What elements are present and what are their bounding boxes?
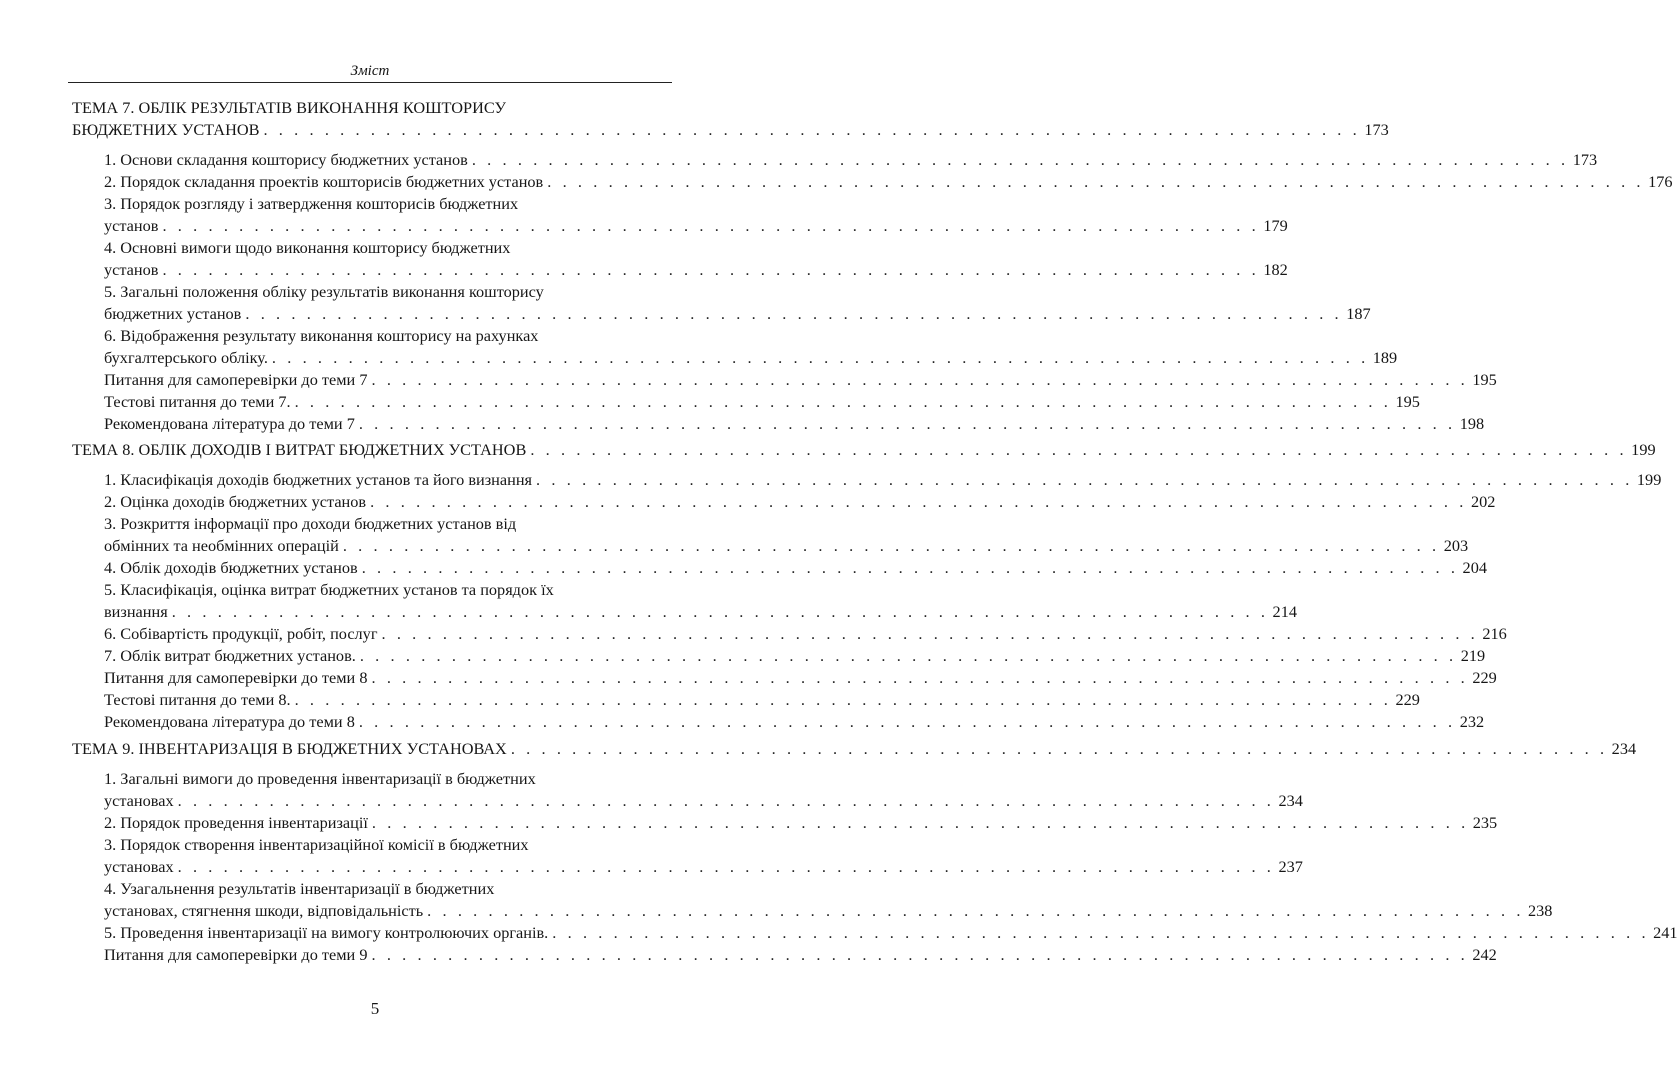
dot-leader: . . . . . . . . . . . . . . . . . . . . . . . . . . . . . . . . . . . . . . . . . . . . . . . . . . . . . . . . . . . . . . . . . . . . . . . . (371, 370, 1469, 389)
toc-entry (104, 325, 672, 347)
toc-entry (104, 922, 1678, 944)
dot-leader: . . . . . . . . . . . . . . . . . . . . . . . . . . . . . . . . . . . . . . . . . . . . . . . . . . . . . . . . . . . . . . . . . . . . . . . . (552, 923, 1650, 942)
toc-entry-page: 173 (1572, 150, 1598, 169)
toc-entry (104, 812, 1498, 834)
toc-entry-text: 1. Загальні вимоги до проведення інвентаризації в бюджетних (104, 769, 536, 788)
dot-leader: . . . . . . . . . . . . . . . . . . . . . . . . . . . . . . . . . . . . . . . . . . . . . . . . . . . . . . . . . . . . . . . . . . . . . . . . (371, 945, 1469, 964)
toc-entry (104, 491, 1496, 513)
dot-leader: . . . . . . . . . . . . . . . . . . . . . . . . . . . . . . . . . . . . . . . . . . . . . . . . . . . . . . . . . . . . . . . . . . . . . . . . (471, 150, 1569, 169)
dot-leader: . . . . . . . . . . . . . . . . . . . . . . . . . . . . . . . . . . . . . . . . . . . . . . . . . . . . . . . . . . . . . . . . . . . . . . . . (536, 470, 1633, 489)
toc-entry-page: 216 (1482, 624, 1507, 643)
toc-entry (104, 878, 672, 900)
dot-leader: . . . . . . . . . . . . . . . . . . . . . . . . . . . . . . . . . . . . . . . . . . . . . . . . . . . . . . . . . . . . . . . . . . . . . . . . (371, 668, 1469, 687)
toc-entry-text: установ (104, 216, 159, 235)
toc-entry (104, 171, 1673, 193)
toc-entry-text: 3. Порядок створення інвентаризаційної комісії в бюджетних (104, 835, 529, 854)
toc-entry-page: 179 (1263, 216, 1288, 235)
toc-entry-page: 199 (1636, 470, 1662, 489)
toc-entry-page: 198 (1459, 414, 1485, 433)
toc-entry-page: 242 (1472, 945, 1497, 964)
toc-entry (104, 790, 1303, 812)
toc-entry-text: 5. Загальні положення обліку результатів виконання кошторису (104, 282, 544, 301)
toc-entry-text: Тестові питання до теми 7. (104, 392, 291, 411)
toc-entry (104, 469, 1662, 491)
page-number: 5 (370, 999, 380, 1018)
dot-leader: . . . . . . . . . . . . . . . . . . . . . . . . . . . . . . . . . . . . . . . . . . . . . . . . . . . . . . . . . . . . . . . . . . . . . . . . (371, 813, 1469, 832)
toc-entry-page: 202 (1470, 492, 1496, 511)
topic-heading-text: ТЕМА 8. ОБЛІК ДОХОДІВ І ВИТРАТ БЮДЖЕТНИХ УСТАНОВ (72, 440, 527, 459)
topic-heading-text: БЮДЖЕТНИХ УСТАНОВ (72, 120, 260, 139)
dot-leader: . . . . . . . . . . . . . . . . . . . . . . . . . . . . . . . . . . . . . . . . . . . . . . . . . . . . . . . . . . . . . . . . . . . . . . . . (547, 172, 1645, 191)
toc-entry (104, 689, 1420, 711)
toc-entry-text: Питання для самоперевірки до теми 7 (104, 370, 368, 389)
toc-entry (104, 557, 1487, 579)
dot-leader: . . . . . . . . . . . . . . . . . . . . . . . . . . . . . . . . . . . . . . . . . . . . . . . . . . . . . . . . . . . . . . . . . . . . . . . . (381, 624, 1479, 643)
toc-entry-page: 189 (1372, 348, 1398, 367)
topic-heading-page: 173 (1364, 120, 1389, 139)
toc-entry (104, 667, 1497, 689)
toc-entry (104, 193, 672, 215)
running-header: Зміст (350, 63, 390, 79)
dot-leader: . . . . . . . . . . . . . . . . . . . . . . . . . . . . . . . . . . . . . . . . . . . . . . . . . . . . . . . . . . . . . . . . . . . . . . . . (177, 791, 1275, 810)
dot-leader: . . . . . . . . . . . . . . . . . . . . . . . . . . . . . . . . . . . . . . . . . . . . . . . . . . . . . . . . . . . . . . . . . . . . . . . . (359, 646, 1457, 665)
toc-entry (104, 281, 672, 303)
toc-entry-page: 182 (1263, 260, 1288, 279)
toc-entry-text: 1. Класифікація доходів бюджетних установ та його визнання (104, 470, 533, 489)
toc-entry-page: 235 (1472, 813, 1498, 832)
toc-entry (104, 303, 1371, 325)
dot-leader: . . . . . . . . . . . . . . . . . . . . . . . . . . . . . . . . . . . . . . . . . . . . . . . . . . . . . . . . . . . . . . . . . . . . . . . . (342, 536, 1440, 555)
toc-entry-text: Тестові питання до теми 8. (104, 690, 291, 709)
dot-leader: . . . . . . . . . . . . . . . . . . . . . . . . . . . . . . . . . . . . . . . . . . . . . . . . . . . . . . . . . . . . . . . . . . . . . . . . (510, 739, 1608, 758)
toc-entry (104, 768, 672, 790)
dot-leader: . . . . . . . . . . . . . . . . . . . . . . . . . . . . . . . . . . . . . . . . . . . . . . . . . . . . . . . . . . . . . . . . . . . . . . . . (162, 216, 1260, 235)
topic-heading (72, 119, 1389, 141)
toc-entry (104, 856, 1303, 878)
toc-entry (104, 149, 1598, 171)
toc-entry (104, 711, 1485, 733)
toc-entry (104, 834, 672, 856)
dot-leader: . . . . . . . . . . . . . . . . . . . . . . . . . . . . . . . . . . . . . . . . . . . . . . . . . . . . . . . . . . . . . . . . . . . . . . . . (294, 690, 1392, 709)
toc-entry-page: 203 (1443, 536, 1469, 555)
toc-entry-page: 238 (1528, 901, 1553, 920)
toc-entry-text: 2. Порядок проведення інвентаризації (104, 813, 368, 832)
toc-entry-text: Рекомендована література до теми 8 (104, 712, 355, 731)
dot-leader: . . . . . . . . . . . . . . . . . . . . . . . . . . . . . . . . . . . . . . . . . . . . . . . . . . . . . . . . . . . . . . . . . . . . . . . . (427, 901, 1525, 920)
toc-entry (104, 237, 672, 259)
toc-entry-text: 2. Оцінка доходів бюджетних установ (104, 492, 367, 511)
toc-entry-page: 229 (1472, 668, 1497, 687)
toc-entry-page: 214 (1272, 602, 1297, 621)
toc-entry-page: 176 (1648, 172, 1673, 191)
toc-entry-text: Питання для самоперевірки до теми 9 (104, 945, 368, 964)
dot-leader: . . . . . . . . . . . . . . . . . . . . . . . . . . . . . . . . . . . . . . . . . . . . . . . . . . . . . . . . . . . . . . . . . . . . . . . . (361, 558, 1459, 577)
toc-entry-text: установ (104, 260, 159, 279)
toc-entry-text: 6. Собівартість продукції, робіт, послуг (104, 624, 378, 643)
toc-entry (104, 369, 1497, 391)
toc-entry-text: обмінних та необмінних операцій (104, 536, 339, 555)
toc-entry (104, 623, 1507, 645)
toc-entry-page: 219 (1460, 646, 1486, 665)
toc-entry-text: 5. Проведення інвентаризації на вимогу контролюючих органів. (104, 923, 549, 942)
toc-entry-page: 237 (1278, 857, 1303, 876)
toc-entry-text: 6. Відображення результату виконання кошторису на рахунках (104, 326, 539, 345)
toc-entry (104, 413, 1485, 435)
topic-heading-page: 234 (1611, 739, 1637, 758)
dot-leader: . . . . . . . . . . . . . . . . . . . . . . . . . . . . . . . . . . . . . . . . . . . . . . . . . . . . . . . . . . . . . . . . . . . . . . . . (294, 392, 1392, 411)
toc-entry-text: визнання (104, 602, 168, 621)
toc-entry-text: 5. Класифікація, оцінка витрат бюджетних установ та порядок їх (104, 580, 554, 599)
topic-heading (72, 97, 672, 119)
dot-leader: . . . . . . . . . . . . . . . . . . . . . . . . . . . . . . . . . . . . . . . . . . . . . . . . . . . . . . . . . . . . . . . . . . . . . . . . (530, 440, 1628, 459)
dot-leader: . . . . . . . . . . . . . . . . . . . . . . . . . . . . . . . . . . . . . . . . . . . . . . . . . . . . . . . . . . . . . . . . . . . . . . . . (370, 492, 1467, 511)
toc-entry (104, 391, 1420, 413)
toc-entry (104, 601, 1297, 623)
toc-entry-text: Питання для самоперевірки до теми 8 (104, 668, 368, 687)
toc-entry-text: бюджетних установ (104, 304, 242, 323)
toc-entry-text: установах, стягнення шкоди, відповідальність (104, 901, 424, 920)
toc-entry-page: 232 (1459, 712, 1485, 731)
toc-entry (104, 944, 1497, 966)
toc-entry-text: 7. Облік витрат бюджетних установ. (104, 646, 356, 665)
toc-entry-page: 229 (1395, 690, 1420, 709)
toc-entry-text: 3. Порядок розгляду і затвердження кошторисів бюджетних (104, 194, 519, 213)
topic-heading-page: 199 (1631, 440, 1656, 459)
toc-entry (104, 347, 1398, 369)
dot-leader: . . . . . . . . . . . . . . . . . . . . . . . . . . . . . . . . . . . . . . . . . . . . . . . . . . . . . . . . . . . . . . . . . . . . . . . . (171, 602, 1269, 621)
toc-entry-text: 4. Облік доходів бюджетних установ (104, 558, 358, 577)
toc-entry-page: 187 (1346, 304, 1371, 323)
topic-heading-text: ТЕМА 7. ОБЛІК РЕЗУЛЬТАТІВ ВИКОНАННЯ КОШТОРИСУ (72, 98, 507, 117)
toc-entry-text: Рекомендована література до теми 7 (104, 414, 355, 433)
dot-leader: . . . . . . . . . . . . . . . . . . . . . . . . . . . . . . . . . . . . . . . . . . . . . . . . . . . . . . . . . . . . . . . . . . . . . . . . (162, 260, 1260, 279)
toc-entry (104, 535, 1469, 557)
toc-entry (104, 215, 1288, 237)
toc-entry-text: 4. Основні вимоги щодо виконання кошторису бюджетних (104, 238, 511, 257)
toc-entry-text: 1. Основи складання кошторису бюджетних установ (104, 150, 468, 169)
dot-leader: . . . . . . . . . . . . . . . . . . . . . . . . . . . . . . . . . . . . . . . . . . . . . . . . . . . . . . . . . . . . . . . . . . . . . . . . (177, 857, 1275, 876)
header-rule (68, 82, 672, 83)
topic-heading (72, 439, 1656, 461)
toc-entry (104, 645, 1486, 667)
toc-entry-page: 234 (1278, 791, 1303, 810)
dot-leader: . . . . . . . . . . . . . . . . . . . . . . . . . . . . . . . . . . . . . . . . . . . . . . . . . . . . . . . . . . . . . . . . . . . . . . . . (271, 348, 1369, 367)
toc-entry (104, 513, 672, 535)
toc-entry-text: 2. Порядок складання проектів кошторисів бюджетних установ (104, 172, 544, 191)
toc-entry-text: 3. Розкриття інформації про доходи бюджетних установ від (104, 514, 517, 533)
toc-entry (104, 900, 1553, 922)
dot-leader: . . . . . . . . . . . . . . . . . . . . . . . . . . . . . . . . . . . . . . . . . . . . . . . . . . . . . . . . . . . . . . . . . . . . . . . . (358, 414, 1456, 433)
toc-entry-page: 195 (1395, 392, 1420, 411)
toc-entry-text: бухгалтерського обліку. (104, 348, 268, 367)
dot-leader: . . . . . . . . . . . . . . . . . . . . . . . . . . . . . . . . . . . . . . . . . . . . . . . . . . . . . . . . . . . . . . . . . . . . . . . . (245, 304, 1343, 323)
dot-leader: . . . . . . . . . . . . . . . . . . . . . . . . . . . . . . . . . . . . . . . . . . . . . . . . . . . . . . . . . . . . . . . . . . . . . . . . (358, 712, 1456, 731)
toc-entry (104, 259, 1288, 281)
toc-entry-text: установах (104, 857, 174, 876)
toc-entry-page: 204 (1462, 558, 1487, 577)
toc-entry-text: установах (104, 791, 174, 810)
toc-entry (104, 579, 672, 601)
toc-entry-page: 241 (1653, 923, 1678, 942)
toc-entry-text: 4. Узагальнення результатів інвентаризації в бюджетних (104, 879, 495, 898)
toc-entry-page: 195 (1472, 370, 1497, 389)
dot-leader: . . . . . . . . . . . . . . . . . . . . . . . . . . . . . . . . . . . . . . . . . . . . . . . . . . . . . . . . . . . . . . . . . . . . . . . . (263, 120, 1361, 139)
topic-heading (72, 738, 1637, 760)
topic-heading-text: ТЕМА 9. ІНВЕНТАРИЗАЦІЯ В БЮДЖЕТНИХ УСТАНОВАХ (72, 739, 507, 758)
